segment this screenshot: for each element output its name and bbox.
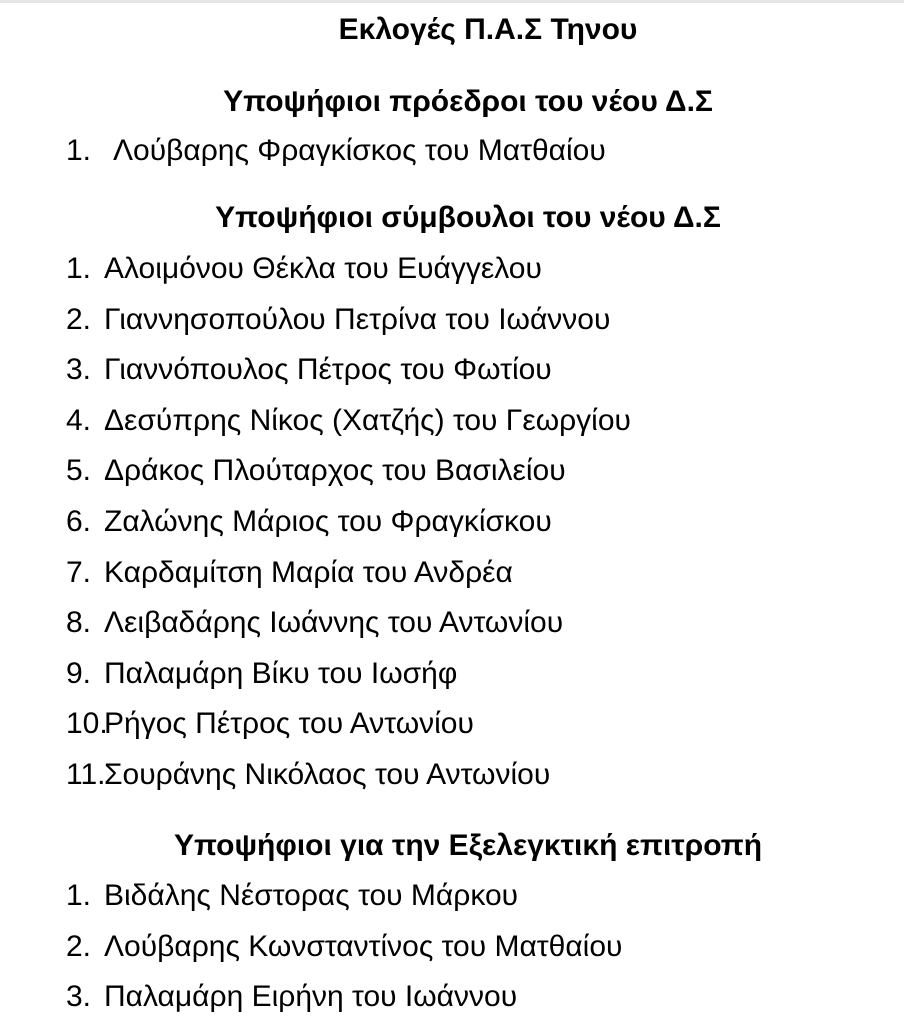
candidate-name: Γιαννόπουλος Πέτρος του Φωτίου xyxy=(104,353,552,387)
candidate-name: Βιδάλης Νέστορας του Μάρκου xyxy=(104,879,519,912)
candidate-name: Ζαλώνης Μάριος του Φραγκίσκου xyxy=(104,504,552,538)
top-divider xyxy=(0,0,904,3)
heading-council-candidates: Υποψήφιοι σύμβουλοι του νέου Δ.Σ xyxy=(215,201,721,234)
candidate-name: Λειβαδάρης Ιωάννης του Αντωνίου xyxy=(104,606,564,640)
candidate-name: Λούβαρης Κωνσταντίνος του Ματθαίου xyxy=(104,929,623,963)
candidate-number: 5. xyxy=(66,454,92,488)
candidate-number: 4. xyxy=(66,403,92,437)
candidate-number: 9. xyxy=(66,656,92,690)
candidate-number: 1. xyxy=(66,879,92,912)
candidate-name: Ρήγος Πέτρος του Αντωνίου xyxy=(104,707,474,741)
candidate-number: 1. xyxy=(66,252,92,285)
candidate-number: 10. xyxy=(66,707,108,741)
candidate-name: Αλοιμόνου Θέκλα του Ευάγγελου xyxy=(104,252,542,285)
candidate-number: 3. xyxy=(66,353,92,387)
candidate-name: Δεσύπρης Νίκος (Χατζής) του Γεωργίου xyxy=(104,403,631,437)
heading-audit-committee-candidates: Υποψήφιοι για την Εξελεγκτική επιτροπή xyxy=(173,829,763,862)
candidate-name: Δράκος Πλούταρχος του Βασιλείου xyxy=(104,454,566,488)
candidate-name: Γιαννησοπούλου Πετρίνα του Ιωάννου xyxy=(104,302,611,336)
candidate-number: 1. xyxy=(66,134,92,167)
candidate-number: 2. xyxy=(66,929,92,963)
candidate-name: Καρδαμίτση Μαρία του Ανδρέα xyxy=(104,555,513,589)
candidate-number: 6. xyxy=(66,504,92,538)
candidate-name: Παλαμάρη Βίκυ του Ιωσήφ xyxy=(104,656,458,690)
candidate-number: 2. xyxy=(66,302,92,336)
candidate-name: Παλαμάρη Ειρήνη του Ιωάννου xyxy=(104,980,518,1014)
heading-president-candidates: Υποψήφιοι πρόεδροι του νέου Δ.Σ xyxy=(223,85,713,118)
candidate-number: 7. xyxy=(66,555,92,589)
candidate-name: Σουράνης Νικόλαος του Αντωνίου xyxy=(104,757,551,791)
candidate-number: 11. xyxy=(66,757,106,791)
candidate-number: 8. xyxy=(66,606,92,640)
candidate-name: Λούβαρης Φραγκίσκος του Ματθαίου xyxy=(113,134,606,167)
document-title: Εκλογές Π.Α.Σ Τηνου xyxy=(338,13,638,46)
candidate-number: 3. xyxy=(66,980,92,1014)
